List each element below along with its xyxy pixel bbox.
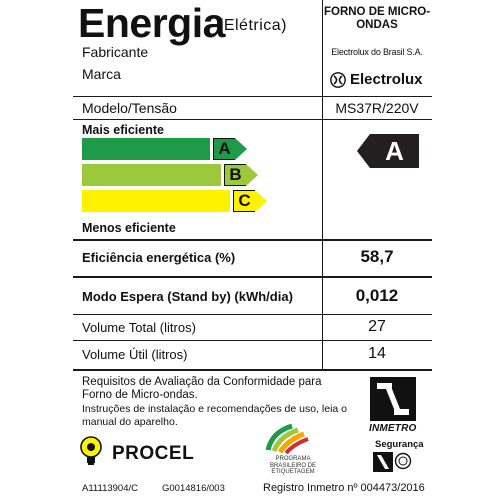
footer-registration: Registro Inmetro nº 004473/2016	[263, 482, 425, 494]
divider-under-useful-volume	[73, 369, 432, 371]
efficiency-value: 58,7	[360, 247, 394, 266]
divider-under-standby	[73, 314, 432, 315]
pbe-logo-icon	[262, 420, 312, 454]
divider-vertical-specs	[322, 241, 323, 369]
useful-volume-label: Volume Útil (litros)	[82, 347, 188, 362]
scale-top-label: Mais eficiente	[82, 123, 164, 137]
instructions-note: Instruções de instalação e recomendações de uso, leia o manual do aparelho.	[82, 403, 347, 428]
footer-code-mid: G0014816/003	[162, 483, 225, 494]
manufacturer-value: Electrolux do Brasil S.A.	[331, 47, 423, 57]
scale-letter-c: C	[233, 190, 255, 212]
procel-text: PROCEL	[112, 443, 195, 464]
scale-letter-b: B	[224, 164, 246, 186]
inmetro-logo-icon	[370, 377, 416, 421]
divider-under-efficiency	[73, 276, 432, 278]
model-value: MS37R/220V	[335, 100, 419, 116]
inmetro-text: INMETRO	[369, 423, 417, 434]
brand-value: Electrolux	[350, 71, 423, 88]
brand-label: Marca	[82, 66, 121, 82]
efficiency-label: Eficiência energética (%)	[82, 250, 236, 265]
standby-label: Modo Espera (Stand by) (kWh/dia)	[82, 289, 293, 304]
total-volume-label: Volume Total (litros)	[82, 320, 196, 335]
label-title: Energia	[78, 0, 225, 46]
footer-code-left: A11113904/C	[82, 483, 138, 494]
model-label: Modelo/Tensão	[82, 100, 177, 116]
divider-under-model	[73, 119, 432, 120]
brand-logo	[330, 71, 423, 88]
procel-lightbulb-icon	[80, 436, 102, 466]
scale-bar-a	[82, 138, 210, 160]
label-subtitle: (Elétrica)	[218, 17, 288, 34]
seguranca-text: Segurança	[375, 439, 424, 450]
scale-arrow-c	[255, 190, 267, 212]
scale-arrow-b	[246, 164, 258, 186]
useful-volume-value: 14	[368, 345, 386, 362]
scale-letter-a: A	[213, 138, 235, 160]
divider-under-scale	[73, 239, 432, 241]
scale-bottom-label: Menos eficiente	[82, 221, 176, 235]
divider-vertical-scale	[322, 119, 323, 239]
total-volume-value: 27	[368, 318, 386, 335]
divider-under-brand	[73, 96, 432, 97]
divider-under-total-volume	[73, 340, 432, 341]
seguranca-seal-icon	[372, 449, 412, 475]
scale-bar-b	[82, 164, 221, 186]
scale-bar-c	[82, 190, 230, 212]
pbe-text: PROGRAMA BRASILEIRO DE ETIQUETAGEM	[269, 456, 316, 475]
electrolux-icon	[330, 72, 346, 88]
standby-value: 0,012	[355, 286, 399, 305]
manufacturer-label: Fabricante	[82, 44, 149, 60]
requirements-note: Requisitos de Avaliação da Conformidade para Forno de Micro-ondas.	[82, 376, 322, 401]
rating-letter: A	[385, 136, 404, 166]
product-type: FORNO DE MICRO-ONDAS	[323, 6, 431, 31]
scale-arrow-a	[235, 138, 247, 160]
